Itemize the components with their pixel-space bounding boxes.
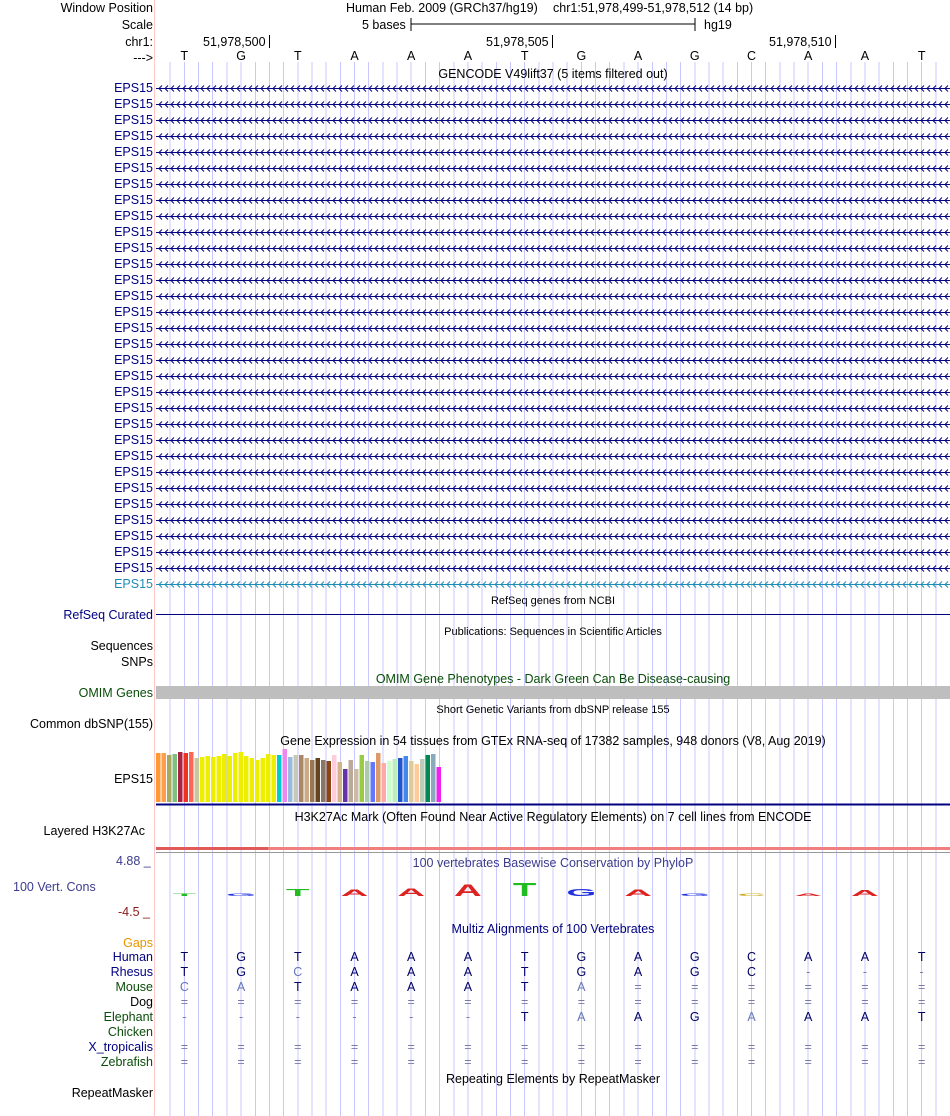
conservation-logo-letter: A	[851, 888, 879, 898]
multiz-aligned-base: C	[746, 965, 757, 979]
reference-base: A	[633, 49, 643, 63]
reference-base: A	[804, 49, 813, 63]
conservation-logo-letter: T	[172, 893, 197, 897]
multiz-aligned-base: A	[860, 950, 870, 964]
repeatmasker-label[interactable]: RepeatMasker	[71, 1086, 153, 1100]
position-readout: chr1:51,978,499-51,978,512 (14 bp)	[553, 1, 754, 15]
gtex-tissue-bar	[316, 758, 321, 802]
multiz-species-label[interactable]: Dog	[130, 995, 153, 1009]
gtex-tissue-bar	[393, 759, 398, 802]
gtex-tissue-bar	[266, 754, 271, 802]
multiz-aligned-base: =	[804, 1055, 812, 1069]
multiz-aligned-base: C	[746, 950, 757, 964]
conservation-logo-letter: A	[624, 887, 652, 898]
gencode-gene-label[interactable]: EPS15	[114, 129, 153, 143]
coord-tick-2: 51,978,505	[486, 35, 549, 49]
gtex-tissue-bar	[195, 758, 200, 802]
multiz-aligned-base: =	[520, 1040, 529, 1054]
gencode-gene-label[interactable]: EPS15	[114, 497, 153, 511]
multiz-aligned-base: =	[691, 1040, 699, 1054]
multiz-aligned-base: A	[633, 965, 643, 979]
multiz-aligned-base: =	[464, 1040, 472, 1054]
gtex-tissue-bar	[200, 757, 205, 802]
multiz-aligned-base: A	[633, 1010, 643, 1024]
multiz-aligned-base: G	[236, 965, 246, 979]
multiz-species-row	[156, 980, 950, 995]
multiz-aligned-base: A	[350, 950, 359, 964]
multiz-aligned-base: T	[917, 950, 926, 964]
gencode-transcript[interactable]	[156, 144, 950, 160]
conservation-max-label: 4.88 _	[116, 854, 151, 868]
gencode-transcript[interactable]	[156, 464, 950, 480]
gencode-gene-label[interactable]: EPS15	[114, 433, 153, 447]
multiz-gaps-label[interactable]: Gaps	[123, 936, 153, 950]
gencode-transcript[interactable]	[156, 320, 950, 336]
gtex-tissue-bar	[404, 756, 409, 802]
gtex-tissue-bar	[255, 760, 260, 802]
coord-tick-3: 51,978,510	[769, 35, 832, 49]
gencode-transcript[interactable]	[156, 528, 950, 544]
multiz-aligned-base: A	[407, 965, 416, 979]
gtex-tissue-bar	[332, 755, 337, 802]
gencode-gene-label[interactable]: EPS15	[114, 385, 153, 399]
gtex-tissue-bar	[420, 759, 425, 802]
gencode-gene-label[interactable]: EPS15	[114, 337, 153, 351]
chrom-label: chr1:	[125, 35, 153, 49]
multiz-species-row	[156, 965, 950, 980]
strand-label: --->	[133, 51, 153, 65]
conservation-min-label: -4.5 _	[118, 905, 150, 919]
multiz-aligned-base: =	[804, 995, 812, 1009]
multiz-species-row	[156, 1055, 950, 1070]
multiz-species-row	[156, 1040, 950, 1055]
gtex-tissue-bar	[222, 754, 227, 802]
multiz-aligned-base: -	[862, 965, 867, 979]
multiz-aligned-base: T	[520, 950, 529, 964]
multiz-aligned-base: A	[463, 980, 473, 994]
multiz-aligned-base: =	[747, 1055, 756, 1069]
multiz-aligned-base: G	[689, 950, 700, 964]
gencode-gene-label[interactable]: EPS15	[114, 481, 153, 495]
gtex-tissue-bar	[277, 755, 282, 802]
multiz-aligned-base: G	[576, 950, 587, 964]
gencode-track-title[interactable]: GENCODE V49lift37 (5 items filtered out)	[438, 67, 668, 81]
multiz-species-label[interactable]: Rhesus	[110, 965, 153, 979]
conservation-logo-letter: A	[454, 881, 482, 900]
multiz-aligned-base: =	[917, 995, 926, 1009]
gtex-tissue-bar	[261, 758, 266, 802]
gencode-transcript[interactable]	[156, 352, 950, 368]
gtex-tissue-bar	[365, 761, 370, 802]
gtex-tissue-bar	[431, 754, 436, 802]
conservation-logo[interactable]	[156, 870, 950, 920]
gtex-tissue-bar	[189, 752, 194, 802]
conservation-logo-letter: G	[226, 893, 257, 897]
gencode-transcript[interactable]	[156, 432, 950, 448]
multiz-aligned-base: =	[520, 1055, 529, 1069]
multiz-aligned-base: G	[236, 950, 246, 964]
multiz-aligned-base: =	[917, 1055, 926, 1069]
gencode-transcript[interactable]	[156, 80, 950, 96]
multiz-aligned-base: =	[747, 995, 756, 1009]
gtex-tissue-bar	[415, 764, 420, 802]
gencode-gene-label[interactable]: EPS15	[114, 513, 153, 527]
multiz-species-row	[156, 995, 950, 1010]
gencode-gene-label[interactable]: EPS15	[114, 145, 153, 159]
gencode-transcript[interactable]	[156, 560, 950, 576]
gencode-transcript[interactable]	[156, 288, 950, 304]
reference-base: T	[293, 49, 302, 63]
conservation-logo-letter: A	[340, 887, 369, 898]
gencode-gene-label[interactable]: EPS15	[114, 241, 153, 255]
gtex-tissue-bar	[343, 769, 348, 802]
gtex-tissue-bar	[409, 761, 414, 802]
gtex-tissue-bar	[244, 756, 249, 802]
multiz-aligned-base: =	[464, 1055, 472, 1069]
multiz-aligned-base: =	[407, 1040, 415, 1054]
multiz-aligned-base: -	[919, 965, 924, 979]
multiz-aligned-base: -	[238, 1010, 244, 1024]
gtex-tissue-bar	[211, 757, 216, 802]
gencode-transcript[interactable]	[156, 512, 950, 528]
gencode-transcript[interactable]	[156, 416, 950, 432]
multiz-aligned-base: =	[861, 1040, 869, 1054]
gtex-tissue-bar	[156, 753, 161, 802]
multiz-aligned-base: C	[179, 980, 189, 994]
gencode-transcript[interactable]	[156, 240, 950, 256]
reference-base: T	[180, 49, 189, 63]
db-label: hg19	[704, 18, 732, 32]
gencode-gene-label[interactable]: EPS15	[114, 193, 153, 207]
multiz-aligned-base: =	[237, 1040, 245, 1054]
multiz-aligned-base: =	[691, 995, 699, 1009]
gencode-gene-label[interactable]: EPS15	[114, 225, 153, 239]
h3k27ac-label[interactable]: Layered H3K27Ac	[43, 824, 145, 838]
multiz-aligned-base: =	[577, 1055, 585, 1069]
multiz-aligned-base: =	[917, 980, 926, 994]
gtex-tissue-bar	[371, 762, 376, 802]
multiz-aligned-base: =	[237, 995, 245, 1009]
gtex-tissue-bar	[167, 755, 172, 802]
gencode-transcript[interactable]	[156, 128, 950, 144]
gencode-transcript[interactable]	[156, 192, 950, 208]
multiz-aligned-base: C	[293, 965, 303, 979]
multiz-species-label[interactable]: Zebrafish	[100, 1055, 153, 1069]
gencode-transcript[interactable]	[156, 336, 950, 352]
conservation-logo-letter: G	[566, 886, 597, 899]
multiz-aligned-base: -	[295, 1010, 300, 1024]
multiz-aligned-base: =	[180, 1055, 188, 1069]
multiz-aligned-base: =	[861, 980, 869, 994]
gencode-transcript[interactable]	[156, 400, 950, 416]
conservation-track-title[interactable]: 100 vertebrates Basewise Conservation by PhyloP	[412, 856, 694, 870]
multiz-aligned-base: A	[350, 980, 359, 994]
h3k27ac-signal[interactable]	[156, 845, 950, 855]
gencode-gene-label[interactable]: EPS15	[114, 289, 153, 303]
gencode-gene-label[interactable]: EPS15	[114, 577, 153, 591]
multiz-aligned-base: =	[917, 1040, 926, 1054]
multiz-aligned-base: =	[804, 1040, 812, 1054]
multiz-aligned-base: -	[806, 965, 811, 979]
multiz-aligned-base: A	[407, 950, 416, 964]
conservation-logo-letter: A	[794, 893, 823, 897]
multiz-aligned-base: G	[689, 965, 700, 979]
gtex-tissue-bar	[387, 761, 392, 802]
multiz-aligned-base: A	[463, 950, 473, 964]
gencode-transcript[interactable]	[156, 480, 950, 496]
gencode-transcript[interactable]	[156, 224, 950, 240]
gtex-tissue-bar	[162, 753, 167, 802]
multiz-aligned-base: A	[350, 965, 359, 979]
gtex-tissue-bar	[338, 762, 343, 802]
conservation-logo-letter: T	[512, 880, 537, 901]
refseq-label[interactable]: RefSeq Curated	[63, 608, 153, 622]
multiz-aligned-base: =	[804, 980, 812, 994]
refseq-gene-line[interactable]	[156, 607, 950, 623]
multiz-aligned-base: =	[464, 995, 472, 1009]
gencode-transcript[interactable]	[156, 160, 950, 176]
multiz-aligned-base: =	[180, 995, 188, 1009]
gtex-tissue-bar	[426, 755, 431, 802]
gtex-tissue-bar	[217, 756, 222, 802]
gencode-transcript[interactable]	[156, 256, 950, 272]
gencode-gene-label[interactable]: EPS15	[114, 113, 153, 127]
gencode-gene-label[interactable]: EPS15	[114, 529, 153, 543]
multiz-aligned-base: G	[689, 1010, 700, 1024]
multiz-aligned-base: -	[352, 1010, 357, 1024]
reference-bases	[156, 49, 950, 64]
gtex-tissue-bar	[184, 753, 189, 802]
gencode-gene-label[interactable]: EPS15	[114, 353, 153, 367]
multiz-species-label[interactable]: Human	[112, 950, 153, 964]
gencode-transcript[interactable]	[156, 368, 950, 384]
coord-tick-marks	[0, 34, 950, 50]
gencode-gene-label[interactable]: EPS15	[114, 81, 153, 95]
multiz-aligned-base: A	[236, 980, 246, 994]
reference-base: G	[236, 49, 246, 63]
gencode-gene-label[interactable]: EPS15	[114, 449, 153, 463]
gtex-tissue-bar	[283, 749, 288, 802]
gencode-gene-label[interactable]: EPS15	[114, 465, 153, 479]
repeatmasker-track-title[interactable]: Repeating Elements by RepeatMasker	[445, 1072, 660, 1086]
multiz-aligned-base: A	[804, 950, 813, 964]
multiz-aligned-base: =	[407, 1055, 415, 1069]
omim-track-title[interactable]: OMIM Gene Phenotypes - Dark Green Can Be Disease-causing	[375, 672, 731, 686]
multiz-aligned-base: -	[182, 1010, 187, 1024]
gtex-tissue-bar	[299, 755, 304, 802]
reference-base: A	[860, 49, 870, 63]
gtex-tissue-bar	[360, 755, 365, 802]
multiz-aligned-base: T	[917, 1010, 926, 1024]
gencode-gene-label[interactable]: EPS15	[114, 161, 153, 175]
gencode-transcript[interactable]	[156, 96, 950, 112]
gencode-transcript[interactable]	[156, 448, 950, 464]
multiz-species-label[interactable]: Chicken	[107, 1025, 153, 1039]
gtex-tissue-bar	[250, 758, 255, 802]
reference-base: G	[689, 49, 700, 63]
reference-base: A	[463, 49, 473, 63]
gencode-gene-label[interactable]: EPS15	[114, 401, 153, 415]
multiz-aligned-base: A	[633, 950, 643, 964]
gencode-gene-label[interactable]: EPS15	[114, 177, 153, 191]
gtex-tissue-bar	[173, 754, 178, 802]
gencode-transcript[interactable]	[156, 272, 950, 288]
gencode-transcript[interactable]	[156, 112, 950, 128]
multiz-aligned-base: -	[465, 1010, 470, 1024]
multiz-aligned-base: =	[520, 995, 529, 1009]
multiz-aligned-base: =	[350, 1040, 359, 1054]
multiz-track-title[interactable]: Multiz Alignments of 100 Vertebrates	[451, 922, 655, 936]
gtex-tissue-bar	[349, 760, 354, 802]
h3k27ac-track-title[interactable]: H3K27Ac Mark (Often Found Near Active Regulatory Elements) on 7 cell lines from ENCODE	[294, 810, 812, 824]
gencode-gene-label[interactable]: EPS15	[114, 369, 153, 383]
multiz-species-row	[156, 950, 950, 965]
gencode-gene-label[interactable]: EPS15	[114, 305, 153, 319]
multiz-aligned-base: T	[520, 980, 529, 994]
multiz-aligned-base: A	[463, 965, 473, 979]
reference-base: T	[917, 49, 926, 63]
gtex-tissue-bar	[305, 758, 310, 802]
multiz-aligned-base: =	[861, 995, 869, 1009]
reference-base: T	[520, 49, 529, 63]
multiz-aligned-base: =	[861, 1055, 869, 1069]
multiz-aligned-base: =	[350, 1055, 359, 1069]
publications-snps-label[interactable]: SNPs	[121, 655, 153, 669]
multiz-aligned-base: T	[520, 1010, 529, 1024]
gtex-track-title[interactable]: Gene Expression in 54 tissues from GTEx RNA-seq of 17382 samples, 948 donors (V8, Aug 2019)	[280, 734, 826, 748]
gencode-gene-label[interactable]: EPS15	[114, 209, 153, 223]
gencode-transcript[interactable]	[156, 384, 950, 400]
multiz-aligned-base: T	[180, 965, 189, 979]
multiz-aligned-base: =	[180, 1040, 188, 1054]
multiz-aligned-base: A	[860, 1010, 870, 1024]
gencode-gene-label[interactable]: EPS15	[114, 321, 153, 335]
multiz-aligned-base: =	[634, 995, 642, 1009]
multiz-aligned-base: =	[237, 1055, 245, 1069]
gencode-gene-label[interactable]: EPS15	[114, 545, 153, 559]
multiz-aligned-base: =	[747, 980, 756, 994]
conservation-logo-letter: G	[679, 893, 710, 897]
multiz-aligned-base: A	[804, 1010, 813, 1024]
gencode-gene-label[interactable]: EPS15	[114, 417, 153, 431]
multiz-species-label[interactable]: Mouse	[115, 980, 153, 994]
refseq-track-title[interactable]: RefSeq genes from NCBI	[490, 595, 616, 607]
gtex-tissue-bar	[382, 763, 387, 802]
reference-base: G	[576, 49, 587, 63]
multiz-aligned-base: =	[294, 1055, 302, 1069]
reference-base: C	[746, 49, 757, 63]
dbsnp-track-title[interactable]: Short Genetic Variants from dbSNP release 155	[436, 704, 670, 716]
gtex-tissue-bar	[206, 756, 211, 802]
multiz-aligned-base: A	[577, 980, 586, 994]
gencode-gene-label[interactable]: EPS15	[114, 273, 153, 287]
multiz-aligned-base: T	[180, 950, 189, 964]
conservation-logo-letter: A	[397, 885, 426, 899]
window-position-label: Window Position	[60, 1, 153, 15]
multiz-aligned-base: A	[407, 980, 416, 994]
multiz-species-row	[156, 1010, 950, 1025]
multiz-aligned-base: =	[407, 995, 415, 1009]
multiz-aligned-base: =	[691, 980, 699, 994]
gtex-tissue-bar	[294, 755, 299, 802]
gencode-transcript[interactable]	[156, 176, 950, 192]
multiz-aligned-base: =	[634, 1055, 642, 1069]
multiz-aligned-base: G	[576, 965, 587, 979]
omim-label[interactable]: OMIM Genes	[78, 686, 153, 700]
multiz-aligned-base: =	[350, 995, 359, 1009]
publications-track-title[interactable]: Publications: Sequences in Scientific Articles	[444, 626, 662, 638]
gtex-tissue-bar	[228, 756, 233, 802]
multiz-aligned-base: =	[691, 1055, 699, 1069]
multiz-species-label[interactable]: X_tropicalis	[88, 1040, 153, 1054]
publications-sequences-label[interactable]: Sequences	[90, 639, 153, 653]
multiz-aligned-base: =	[577, 1040, 585, 1054]
gtex-bar-chart[interactable]	[156, 746, 950, 806]
gtex-tissue-bar	[327, 761, 332, 802]
dbsnp-label[interactable]: Common dbSNP(155)	[30, 717, 153, 731]
gtex-tissue-bar	[178, 752, 183, 802]
gtex-tissue-bar	[288, 757, 293, 802]
gtex-gene-label[interactable]: EPS15	[114, 772, 153, 786]
multiz-aligned-base: =	[577, 995, 585, 1009]
omim-gene-bar[interactable]	[156, 686, 950, 699]
multiz-aligned-base: A	[747, 1010, 756, 1024]
multiz-aligned-base: T	[293, 980, 302, 994]
coord-tick-1: 51,978,500	[203, 35, 266, 49]
gencode-transcript[interactable]	[156, 496, 950, 512]
multiz-species-label[interactable]: Elephant	[103, 1010, 153, 1024]
conservation-logo-letter: C	[737, 893, 766, 897]
assembly-name: Human Feb. 2009 (GRCh37/hg19)	[346, 1, 538, 15]
multiz-aligned-base: =	[747, 1040, 756, 1054]
gencode-transcript[interactable]	[156, 544, 950, 560]
multiz-aligned-base: =	[634, 1040, 642, 1054]
multiz-aligned-base: A	[577, 1010, 586, 1024]
gtex-tissue-bar	[233, 753, 238, 802]
multiz-species-row	[156, 1025, 950, 1040]
gencode-gene-label[interactable]: EPS15	[114, 257, 153, 271]
gtex-tissue-bar	[376, 753, 381, 802]
scale-label: Scale	[121, 18, 153, 32]
gencode-transcript[interactable]	[156, 576, 950, 592]
gencode-transcript[interactable]	[156, 304, 950, 320]
multiz-aligned-base: =	[294, 995, 302, 1009]
multiz-aligned-base: T	[520, 965, 529, 979]
gtex-tissue-bar	[272, 755, 277, 802]
conservation-logo-letter: T	[286, 886, 310, 899]
scale-bar	[409, 17, 699, 33]
gtex-tissue-bar	[398, 758, 403, 802]
multiz-aligned-base: T	[293, 950, 302, 964]
gtex-tissue-bar	[239, 752, 244, 802]
reference-base: A	[350, 49, 359, 63]
gtex-tissue-bar	[321, 760, 326, 802]
reference-base: A	[407, 49, 416, 63]
scale-text: 5 bases	[362, 18, 406, 32]
gencode-transcript[interactable]	[156, 208, 950, 224]
gencode-gene-label[interactable]: EPS15	[114, 97, 153, 111]
multiz-aligned-base: =	[294, 1040, 302, 1054]
multiz-aligned-base: -	[409, 1010, 414, 1024]
gtex-tissue-bar	[310, 760, 315, 802]
multiz-aligned-base: =	[634, 980, 642, 994]
gtex-tissue-bar	[354, 769, 359, 802]
gencode-gene-label[interactable]: EPS15	[114, 561, 153, 575]
conservation-label[interactable]: 100 Vert. Cons	[13, 880, 96, 894]
gtex-tissue-bar	[437, 767, 442, 802]
